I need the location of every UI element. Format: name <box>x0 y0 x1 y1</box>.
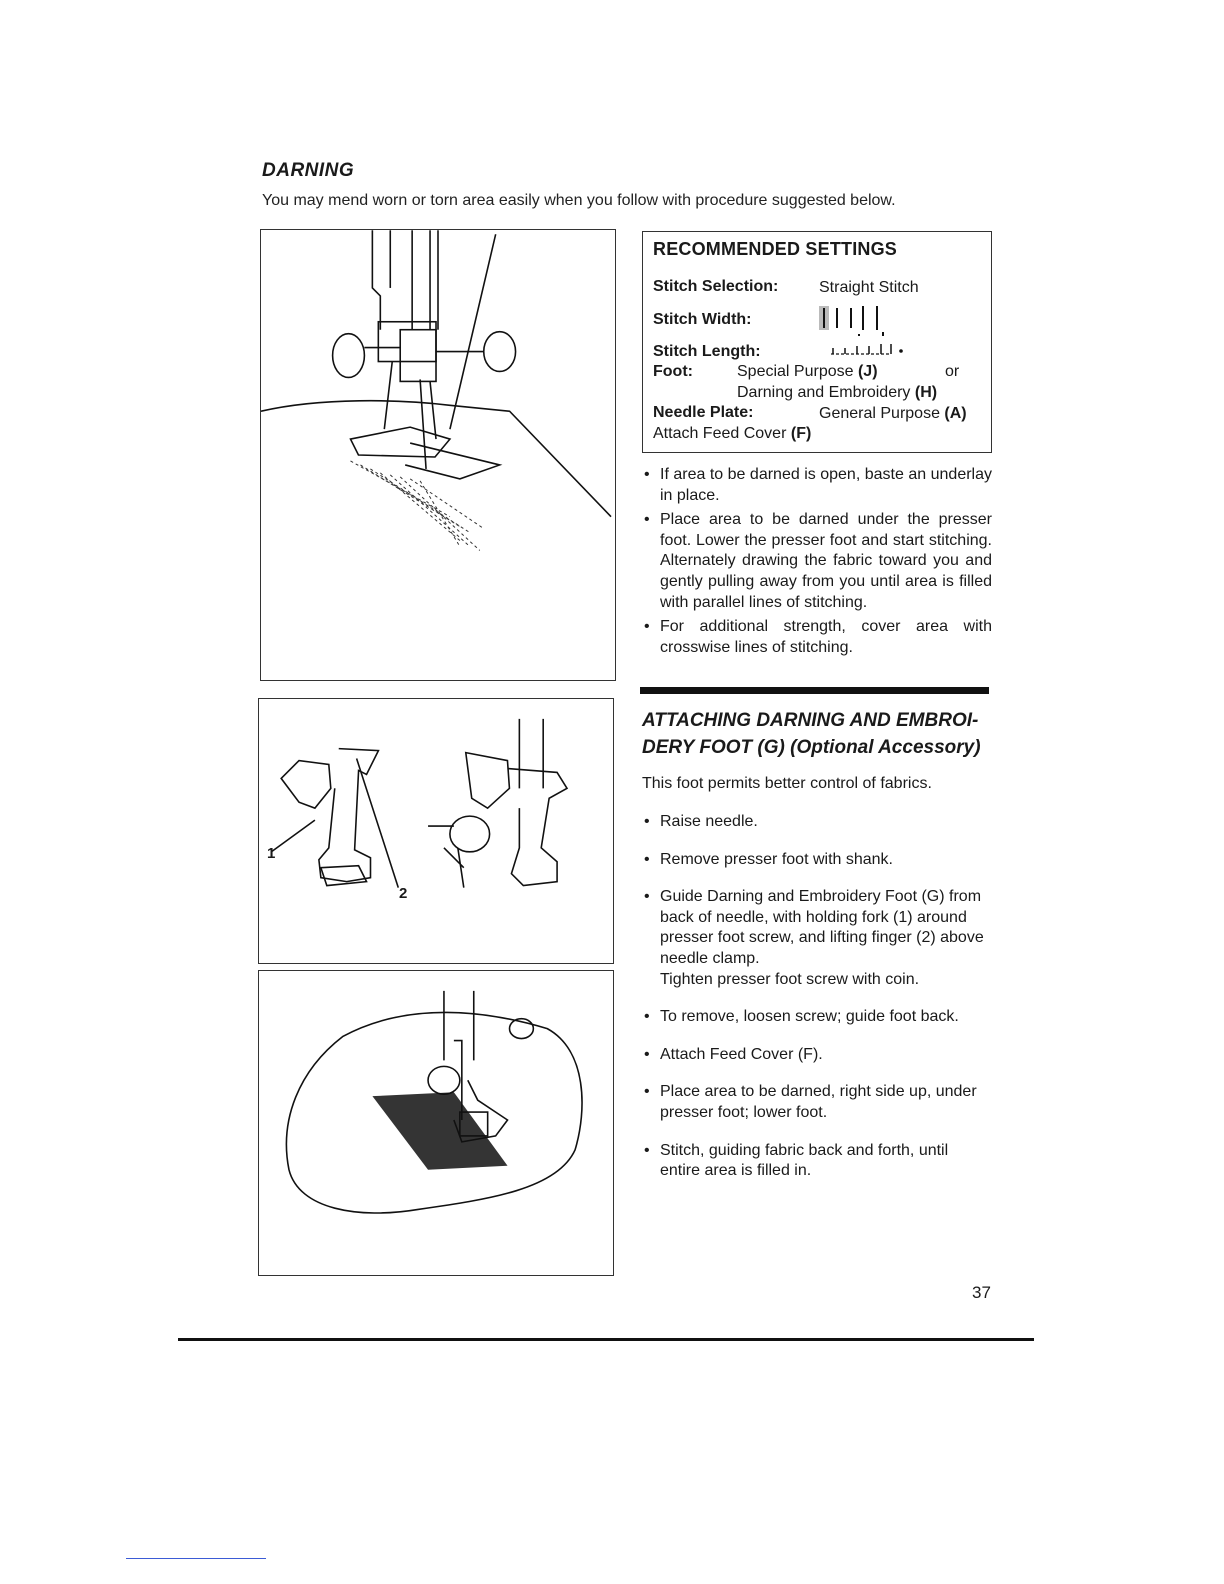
stitch-length-icon <box>829 342 909 358</box>
list-item-continuation: Tighten presser foot screw with coin. <box>660 970 920 988</box>
foot-or: or <box>945 363 960 380</box>
footer-link-underline <box>126 1558 266 1559</box>
feed-cover-note: Attach Feed Cover (F) <box>653 425 812 442</box>
presser-foot-darning-drawing <box>261 230 615 680</box>
darning-steps-list <box>642 465 992 658</box>
intro-text: You may mend worn or torn area easily when you follow with procedure suggested below. <box>262 192 896 209</box>
list-item: • For additional strength, cover area with crosswise lines of stitching. <box>642 617 992 658</box>
darning-foot-attachment-drawing <box>259 699 613 963</box>
fork-callout: 1 <box>267 845 276 862</box>
attaching-steps-list <box>642 812 992 1182</box>
stitch-selection-label: Stitch Selection: <box>653 278 779 295</box>
list-item: • Stitch, guiding fabric back and forth, until entire area is filled in. <box>642 1141 992 1182</box>
attaching-foot-intro: This foot permits better control of fabrics. <box>642 775 932 792</box>
attaching-foot-illustration <box>258 698 614 964</box>
section-divider <box>640 687 989 694</box>
list-item: • To remove, loosen screw; guide foot back. <box>642 1007 992 1028</box>
list-item: • Place area to be darned, right side up, under presser foot; lower foot. <box>642 1082 992 1123</box>
list-item: • Remove presser foot with shank. <box>642 850 992 871</box>
settings-heading: RECOMMENDED SETTINGS <box>653 239 898 259</box>
foot-label: Foot: <box>653 363 693 380</box>
list-item: • Guide Darning and Embroidery Foot (G) from back of needle, with holding fork (1) around presser foot screw, and lifting finger (2) above needle clamp. <box>642 887 992 969</box>
darning-fabric-illustration <box>258 970 614 1276</box>
fabric-darned-area-drawing <box>259 971 613 1275</box>
stitch-width-icon <box>817 304 907 336</box>
list-item: • If area to be darned is open, baste an underlay in place. <box>642 465 992 506</box>
needle-plate-value: General Purpose (A) <box>819 405 967 422</box>
stitch-width-label: Stitch Width: <box>653 311 752 328</box>
section-title: DARNING <box>262 160 355 181</box>
stitch-length-label: Stitch Length: <box>653 343 761 360</box>
attaching-foot-heading: ATTACHING DARNING AND EMBROI-DERY FOOT (G) (Optional Accessory) <box>642 710 981 758</box>
list-item: • Place area to be darned under the presser foot. Lower the presser foot and start stitching. Alternately drawing the fabric toward you and gently pulling away from you until area is filled with parallel lines of stitching. <box>642 510 992 613</box>
bottom-divider <box>178 1338 1034 1341</box>
recommended-settings-box <box>642 231 992 453</box>
page-number: 37 <box>972 1283 991 1302</box>
finger-callout: 2 <box>399 885 408 902</box>
foot-value-special: Special Purpose (J) <box>737 363 878 380</box>
foot-value-darning: Darning and Embroidery (H) <box>737 384 938 401</box>
list-item: • Attach Feed Cover (F). <box>642 1045 992 1066</box>
needle-plate-label: Needle Plate: <box>653 404 754 421</box>
list-item: • Raise needle. <box>642 812 992 833</box>
stitch-selection-value: Straight Stitch <box>819 279 919 296</box>
darning-illustration <box>260 229 616 681</box>
